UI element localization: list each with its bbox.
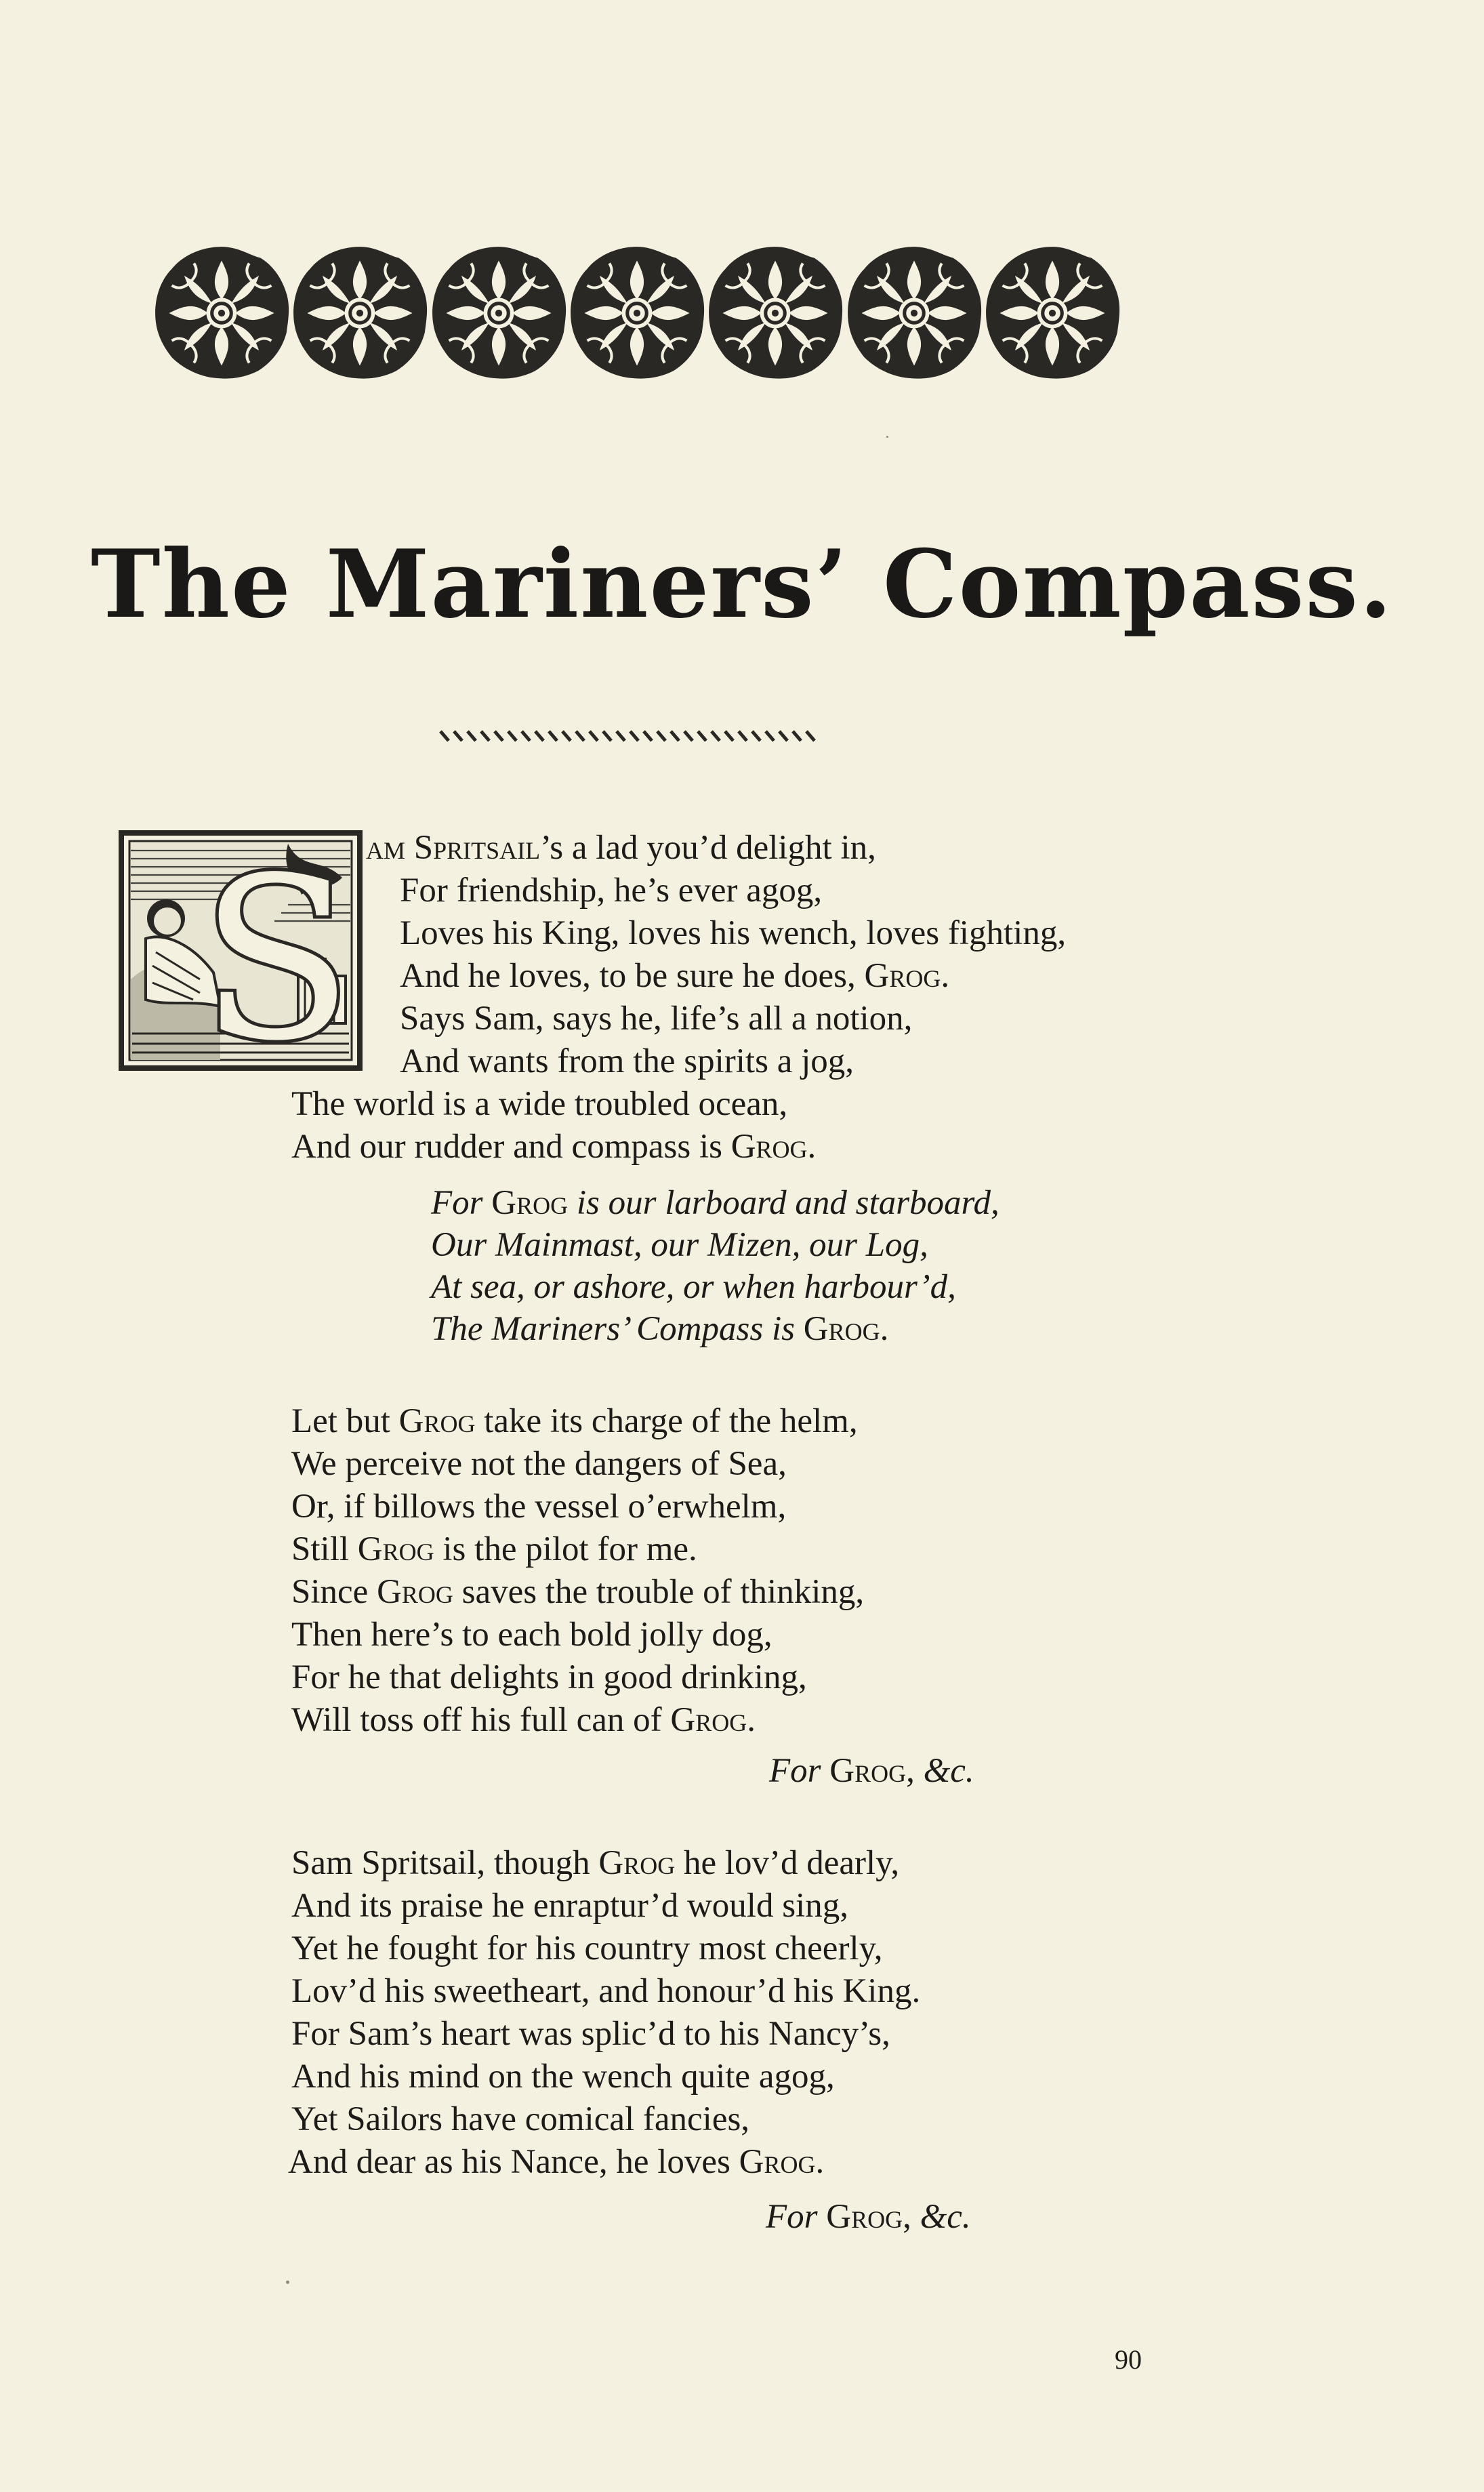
stanza1-line4: And he loves, to be sure he does, Grog. — [400, 957, 950, 995]
paper-speck — [886, 436, 888, 438]
rosette-ornament-icon — [845, 244, 983, 382]
stanza1-line3: Loves his King, loves his wench, loves fighting, — [400, 914, 1067, 952]
drop-cap-continuation: am Spritsail — [366, 829, 541, 867]
stanza2-line5: Since Grog saves the trouble of thinking, — [291, 1573, 865, 1611]
poem-title: The Mariners’ Compass. — [90, 529, 1394, 639]
stanza2-line7: For he that delights in good drinking, — [291, 1658, 807, 1696]
page-number: 90 — [1115, 2344, 1142, 2375]
stanza2-line3: Or, if billows the vessel o’erwhelm, — [291, 1488, 787, 1526]
stanza3-line5: For Sam’s heart was splic’d to his Nancy’s, — [291, 2015, 890, 2053]
stanza2-line2: We perceive not the dangers of Sea, — [291, 1445, 787, 1483]
stanza1-line7: The world is a wide troubled ocean, — [291, 1085, 788, 1123]
stanza1-line6: And wants from the spirits a jog, — [400, 1042, 854, 1080]
stanza3-line8: And dear as his Nance, he loves Grog. — [288, 2143, 825, 2181]
stanza3-line1: Sam Spritsail, though Grog he lov’d dearly, — [291, 1844, 900, 1882]
rope-rule-divider — [437, 729, 817, 743]
stanza1-line2: For friendship, he’s ever agog, — [400, 872, 823, 910]
stanza3-line4: Lov’d his sweetheart, and honour’d his King. — [291, 1972, 921, 2010]
stanza2-line1: Let but Grog take its charge of the helm, — [291, 1402, 858, 1440]
stanza2-line4: Still Grog is the pilot for me. — [291, 1530, 697, 1568]
rosette-ornament-icon — [706, 244, 844, 382]
chorus-line1: For Grog is our larboard and starboard, — [431, 1184, 999, 1222]
rosette-ornament-icon — [152, 244, 291, 382]
stanza3-line2: And its praise he enraptur’d would sing, — [291, 1887, 848, 1925]
chorus-line3: At sea, or ashore, or when harbour’d, — [431, 1268, 956, 1306]
chorus-line4: The Mariners’ Compass is Grog. — [431, 1310, 889, 1348]
stanza1-line5: Says Sam, says he, life’s all a notion, — [400, 1000, 913, 1038]
stanza2-line8: Will toss off his full can of Grog. — [291, 1701, 756, 1739]
chorus-line2: Our Mainmast, our Mizen, our Log, — [431, 1226, 928, 1264]
stanza1-line1: am Spritsail’s a lad you’d delight in, — [366, 829, 876, 867]
stanza3-line3: Yet he fought for his country most cheerly, — [291, 1929, 883, 1967]
rosette-ornament-icon — [291, 244, 429, 382]
rosette-ornament-icon — [568, 244, 706, 382]
stanza2-line6: Then here’s to each bold jolly dog, — [291, 1616, 772, 1654]
svg-text:S: S — [200, 830, 354, 1071]
stanza1-line8: And our rudder and compass is Grog. — [291, 1128, 817, 1166]
stanza3-line7: Yet Sailors have comical fancies, — [291, 2100, 750, 2138]
rosette-ornament-icon — [430, 244, 568, 382]
stanza3-line6: And his mind on the wench quite agog, — [291, 2058, 835, 2096]
drop-cap-s-illustration — [119, 830, 363, 1071]
stanza3-refrain: For Grog, &c. — [766, 2198, 971, 2236]
rosette-ornament-icon — [983, 244, 1121, 382]
paper-speck — [286, 2281, 289, 2284]
stanza2-refrain: For Grog, &c. — [769, 1752, 974, 1790]
ornament-band — [152, 244, 1121, 390]
